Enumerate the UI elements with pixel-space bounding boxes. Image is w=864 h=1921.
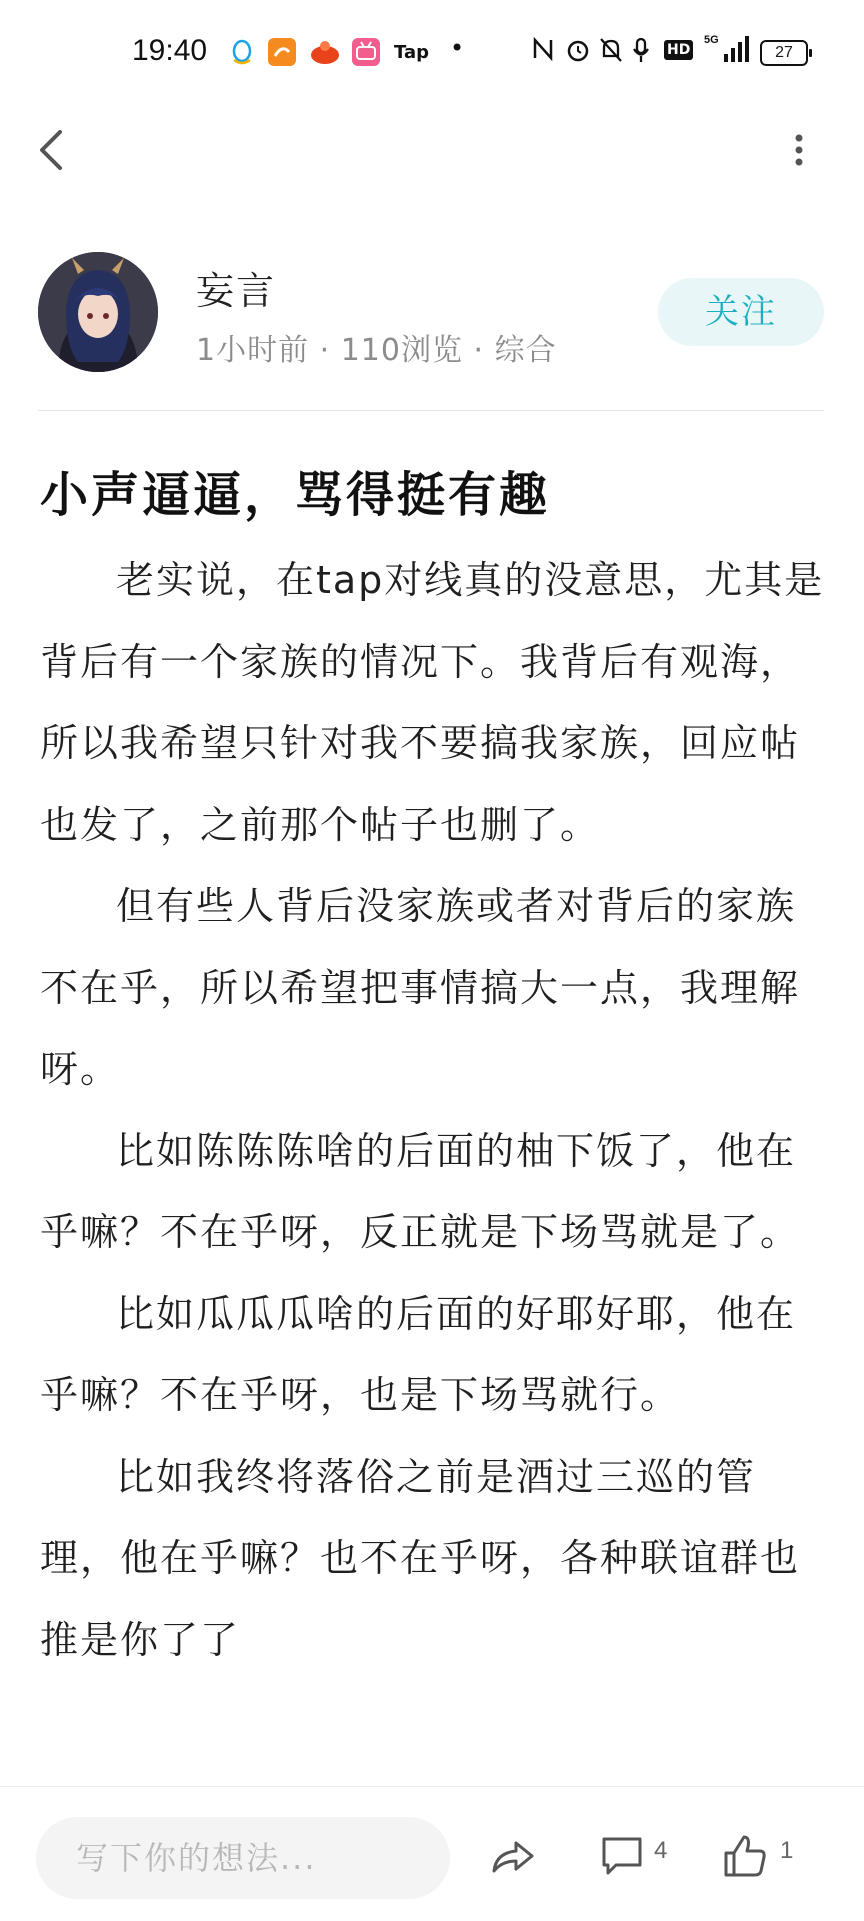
mic-icon — [630, 36, 652, 70]
bilibili-icon — [352, 38, 380, 66]
status-time: 19:40 — [132, 34, 208, 67]
battery-indicator: 27 — [760, 40, 808, 66]
chevron-left-icon — [30, 118, 74, 182]
divider — [38, 410, 824, 411]
uc-browser-icon — [268, 38, 296, 66]
like-button[interactable] — [720, 1831, 770, 1881]
qq-icon — [228, 38, 256, 66]
comment-input[interactable]: 写下你的想法... — [36, 1817, 450, 1899]
signal-5g-icon — [704, 32, 750, 70]
post-title: 小声逼逼，骂得挺有趣 — [40, 467, 551, 523]
thumbs-up-icon — [720, 1831, 770, 1881]
post-paragraph: 比如我终将落俗之前是酒过三巡的管理，他在乎嘛？也不在乎呀，各种联谊群也推是你了了 — [40, 1454, 801, 1662]
nfc-icon — [532, 36, 554, 68]
notification-dot-icon: • — [450, 34, 465, 62]
comment-button[interactable] — [598, 1831, 648, 1881]
comment-icon — [598, 1831, 648, 1881]
follow-button[interactable]: 关注 — [658, 278, 824, 346]
post-paragraph: 老实说，在tap对线真的没意思，尤其是背后有一个家族的情况下。我背后有观海，所以我希望只针对我不要搞我家族，回应帖也发了，之前那个帖子也删了。 — [40, 558, 825, 847]
svg-text:5G: 5G — [704, 34, 719, 46]
status-bar — [0, 0, 864, 110]
mute-icon — [598, 36, 624, 70]
game-center-icon — [310, 38, 338, 66]
alarm-icon — [564, 36, 592, 70]
back-button[interactable] — [30, 118, 74, 182]
hd-icon: HD — [664, 40, 693, 60]
taptap-icon: Tap — [394, 42, 429, 63]
post-body — [40, 540, 830, 1772]
post-paragraph: 但有些人背后没家族或者对背后的家族不在乎，所以希望把事情搞大一点，我理解呀。 — [40, 884, 801, 1091]
share-button[interactable] — [488, 1831, 538, 1881]
bottom-action-bar — [0, 1786, 864, 1921]
avatar[interactable] — [38, 252, 158, 372]
more-button[interactable] — [780, 120, 820, 180]
more-vertical-icon — [780, 120, 820, 180]
like-count: 1 — [780, 1837, 794, 1864]
post-paragraph: 比如陈陈陈啥的后面的柚下饭了，他在乎嘛？不在乎呀，反正就是下场骂就是了。 — [40, 1128, 801, 1254]
post-paragraph: 比如瓜瓜瓜啥的后面的好耶好耶，他在乎嘛？不在乎呀，也是下场骂就行。 — [40, 1291, 797, 1417]
author-name[interactable]: 妄言 — [196, 269, 277, 313]
comment-count: 4 — [654, 1837, 668, 1864]
share-icon — [488, 1831, 538, 1881]
post-meta: 1小时前 · 110浏览 · 综合 — [196, 333, 557, 368]
